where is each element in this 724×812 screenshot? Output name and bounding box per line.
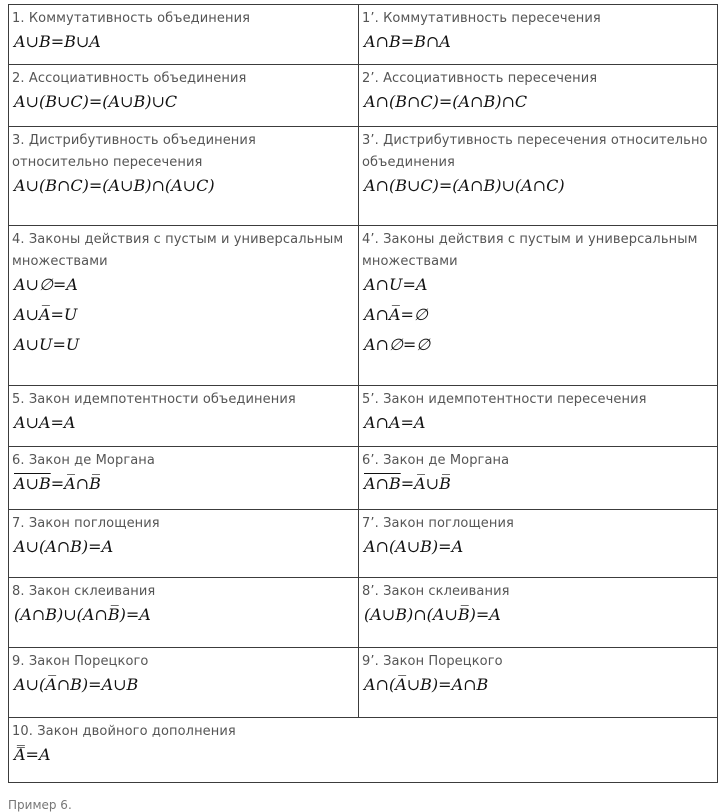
- law-title: 2. Ассоциативность объединения: [12, 71, 247, 86]
- law-formula: A∩(A∪B)=A: [364, 537, 464, 556]
- law-cell-10: [9, 718, 718, 783]
- table-row: [9, 578, 718, 648]
- law-formula: A∪(A∩B)=A: [14, 537, 114, 556]
- law-title: 5. Закон идемпотентности объединения: [12, 392, 296, 407]
- law-cell-7: [9, 510, 359, 578]
- law-cell-8: [9, 578, 359, 648]
- law-title: 6. Закон де Моргана: [12, 453, 155, 468]
- law-title: 1. Коммутативность объединения: [12, 11, 251, 26]
- law-formula: A∩A=A: [364, 413, 426, 432]
- law-cell-6: [9, 447, 359, 510]
- law-cell-1: [9, 5, 359, 65]
- law-title: 8’. Закон склеивания: [362, 584, 510, 599]
- law-formula: A∩(B∩C)=(A∩B)∩C: [364, 92, 528, 111]
- law-formula: A∪B=A̅∩B̅: [14, 474, 101, 493]
- law-title: 8. Закон склеивания: [12, 584, 156, 599]
- law-title: 7. Закон поглощения: [12, 516, 160, 531]
- table-row: [9, 510, 718, 578]
- law-title: 9’. Закон Порецкого: [362, 654, 503, 669]
- table-row: [9, 447, 718, 510]
- law-formula: A̿=A: [14, 745, 51, 764]
- law-title: 10. Закон двойного дополнения: [12, 724, 236, 739]
- law-formula: A∩U=A: [364, 275, 428, 294]
- law-title: 2’. Ассоциативность пересечения: [362, 71, 598, 86]
- law-formula: A∪U=U: [14, 335, 80, 354]
- law-title: 6’. Закон де Моргана: [362, 453, 510, 468]
- law-formula: A∪∅=A: [14, 275, 78, 294]
- law-formula: A∪B=B∪A: [14, 32, 101, 51]
- law-formula: A∪(A̅∩B)=A∪B: [14, 675, 139, 694]
- law-title: 9. Закон Порецкого: [12, 654, 149, 669]
- law-cell-2: [9, 65, 359, 127]
- law-cell-1-prime: [359, 5, 718, 65]
- law-title: 3’. Дистрибутивность пересечения относительно объединения: [362, 133, 708, 170]
- table-row: [9, 65, 718, 127]
- law-cell-6-prime: [359, 447, 718, 510]
- law-cell-3: [9, 127, 359, 226]
- law-title: 4. Законы действия с пустым и универсальным множествами: [12, 232, 344, 269]
- law-cell-2-prime: [359, 65, 718, 127]
- law-cell-8-prime: [359, 578, 718, 648]
- law-formula: A∪A=A: [14, 413, 76, 432]
- law-title: 1’. Коммутативность пересечения: [362, 11, 601, 26]
- table-row: [9, 648, 718, 718]
- law-cell-5-prime: [359, 386, 718, 447]
- law-formula: A∪(B∩C)=(A∪B)∩(A∪C): [14, 176, 215, 195]
- law-cell-5: [9, 386, 359, 447]
- law-formula: A∩A̅=∅: [364, 305, 428, 324]
- table-row: [9, 127, 718, 226]
- law-formula: A∩(A̅∪B)=A∩B: [364, 675, 489, 694]
- law-title: 4’. Законы действия с пустым и универсальным множествами: [362, 232, 698, 269]
- footer-text: Пример 6.: [8, 798, 72, 812]
- set-laws-table: [8, 4, 718, 783]
- law-title: 3. Дистрибутивность объединения относительно пересечения: [12, 133, 256, 170]
- law-cell-3-prime: [359, 127, 718, 226]
- law-title: 7’. Закон поглощения: [362, 516, 514, 531]
- law-title: 5’. Закон идемпотентности пересечения: [362, 392, 647, 407]
- law-formula: A∪(B∪C)=(A∪B)∪C: [14, 92, 178, 111]
- law-cell-4: [9, 226, 359, 386]
- table-row: [9, 226, 718, 386]
- law-formula: A∩(B∪C)=(A∩B)∪(A∩C): [364, 176, 565, 195]
- law-formula: A∩B=A̅∪B̅: [364, 474, 451, 493]
- law-cell-9: [9, 648, 359, 718]
- law-cell-9-prime: [359, 648, 718, 718]
- law-formula: (A∪B)∩(A∪B̅)=A: [364, 605, 501, 624]
- table-row: [9, 718, 718, 783]
- law-formula: (A∩B)∪(A∩B̅)=A: [14, 605, 151, 624]
- table-row: [9, 5, 718, 65]
- law-formula: A∩∅=∅: [364, 335, 431, 354]
- law-formula: A∪A̅=U: [14, 305, 78, 324]
- law-formula: A∩B=B∩A: [364, 32, 451, 51]
- table-row: [9, 386, 718, 447]
- law-cell-4-prime: [359, 226, 718, 386]
- law-cell-7-prime: [359, 510, 718, 578]
